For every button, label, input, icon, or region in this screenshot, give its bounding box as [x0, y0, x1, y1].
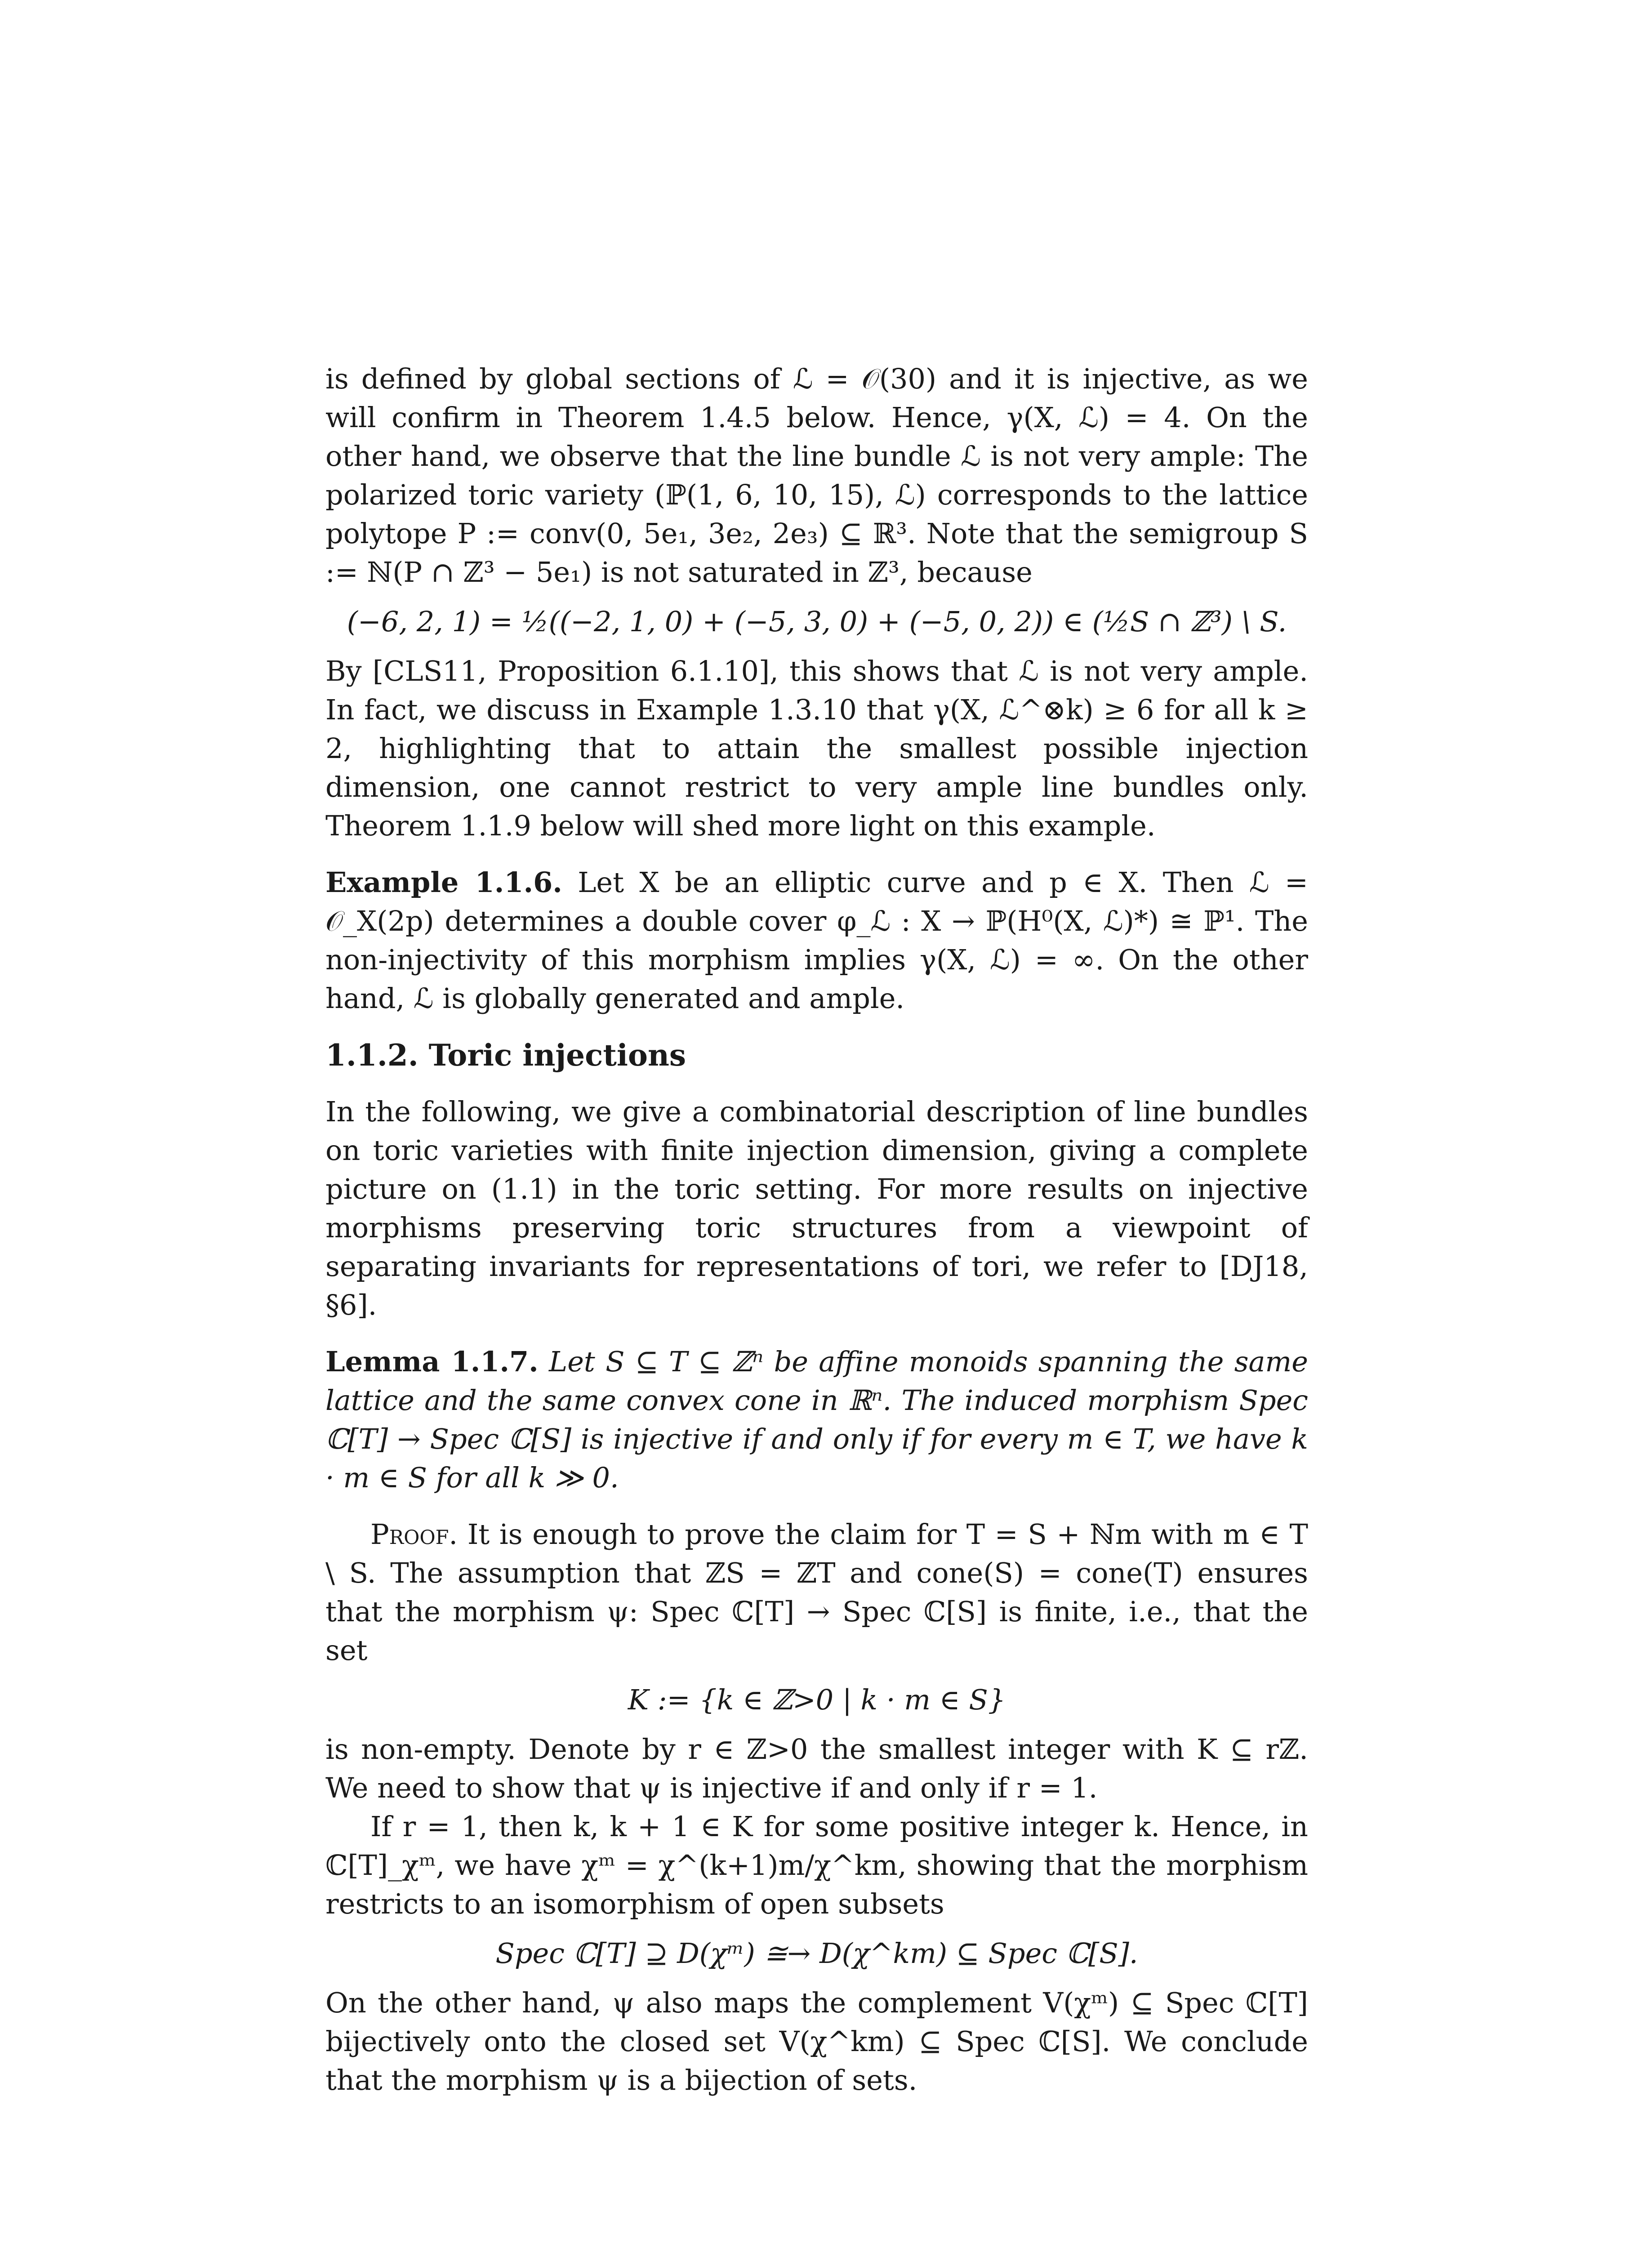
example-text: Let X be an elliptic curve and p ∈ X. Then ℒ = 𝒪_X(2p) determines a double cover φ_ℒ : X → ℙ(H⁰(X, ℒ)*) ≅ ℙ¹. The non-injectivity of this morphism implies γ(X, ℒ) = ∞. On the other hand, ℒ is globally generated and ample.	[325, 866, 1308, 1015]
lemma-text: Let S ⊆ T ⊆ ℤⁿ be affine monoids spanning the same lattice and the same convex cone in ℝⁿ. The induced morphism Spec ℂ[T] → Spec ℂ[S] is injective if and only if for every m ∈ T, we have k · m ∈ S for all k ≫ 0.	[325, 1345, 1308, 1494]
paragraph-r-equals-one: If r = 1, then k, k + 1 ∈ K for some positive integer k. Hence, in ℂ[T]_χᵐ, we have χᵐ = χ^(k+1)m/χ^km, showing that the morphism restricts to an isomorphism of open subsets	[325, 1810, 1308, 1920]
example-label: Example 1.1.6.	[325, 866, 562, 899]
equation-isomorphism: Spec ℂ[T] ⊇ D(χᵐ) ≅→ D(χ^km) ⊆ Spec ℂ[S].	[495, 1937, 1138, 1970]
proof-label: Proof.	[370, 1518, 458, 1551]
proof-paragraph	[325, 1515, 1308, 1670]
proof-text: It is enough to prove the claim for T = S + ℕm with m ∈ T \ S. The assumption that ℤS = ℤT and cone(S) = cone(T) ensures that the morphism ψ: Spec ℂ[T] → Spec ℂ[S] is finite, i.e., that the set	[325, 1518, 1308, 1667]
section-heading: 1.1.2. Toric injections	[325, 1038, 686, 1073]
paragraph-not-very-ample: By [CLS11, Proposition 6.1.10], this shows that ℒ is not very ample. In fact, we discuss in Example 1.3.10 that γ(X, ℒ^⊗k) ≥ 6 for all k ≥ 2, highlighting that to attain the smallest possible injection dimension, one cannot restrict to very ample line bundles only. Theorem 1.1.9 below will shed more light on this example.	[325, 655, 1308, 842]
equation-set-k: K := {k ∈ ℤ>0 | k · m ∈ S}	[628, 1683, 1006, 1716]
paragraph-intro: is defined by global sections of ℒ = 𝒪(30) and it is injective, as we will confirm in Theorem 1.4.5 below. Hence, γ(X, ℒ) = 4. On the other hand, we observe that the line bundle ℒ is not very ample: The polarized toric variety (ℙ(1, 6, 10, 15), ℒ) corresponds to the lattice polytope P := conv(0, 5e₁, 3e₂, 2e₃) ⊆ ℝ³. Note that the semigroup S := ℕ(P ∩ ℤ³ − 5e₁) is not saturated in ℤ³, because	[325, 362, 1308, 589]
paragraph-conclusion: On the other hand, ψ also maps the complement V(χᵐ) ⊆ Spec ℂ[T] bijectively onto the closed set V(χ^km) ⊆ Spec ℂ[S]. We conclude that the morphism ψ is a bijection of sets.	[325, 1986, 1308, 2096]
equation-saturation: (−6, 2, 1) = ½((−2, 1, 0) + (−5, 3, 0) + (−5, 0, 2)) ∈ (½S ∩ ℤ³) \ S.	[347, 605, 1287, 638]
paragraph-toric-intro: In the following, we give a combinatorial description of line bundles on toric varieties with finite injection dimension, giving a complete picture on (1.1) in the toric setting. For more results on injective morphisms preserving toric structures from a viewpoint of separating invariants for representations of tori, we refer to [DJ18, §6].	[325, 1095, 1308, 1321]
example-1-1-6	[325, 863, 1308, 1018]
lemma-1-1-7	[325, 1343, 1308, 1497]
paragraph-non-empty: is non-empty. Denote by r ∈ ℤ>0 the smallest integer with K ⊆ rℤ. We need to show that ψ is injective if and only if r = 1.	[325, 1733, 1308, 1804]
lemma-label: Lemma 1.1.7.	[325, 1345, 539, 1378]
page-body	[325, 360, 1308, 2100]
